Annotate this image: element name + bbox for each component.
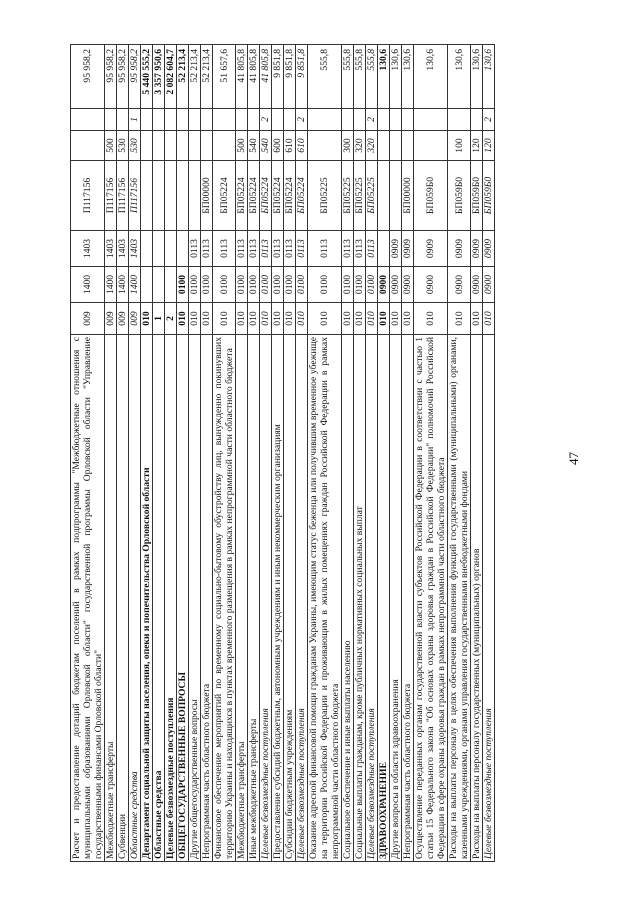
row-name: Предоставление субсидий бюджетным, автономным учреждениям и иным некоммерческим организациям xyxy=(272,335,284,862)
section-code: 0900 xyxy=(402,267,414,303)
source-code xyxy=(236,109,248,131)
grbs-code: 010 xyxy=(471,303,483,335)
subsection-code: 0113 xyxy=(260,231,272,267)
subsection-code: 0113 xyxy=(248,231,260,267)
source-code: 2 xyxy=(260,109,272,131)
target-article-code xyxy=(177,161,189,231)
grbs-code: 010 xyxy=(378,303,390,335)
table-row xyxy=(189,45,201,862)
row-name: Расходы на выплаты персоналу государственных (муниципальных) органов xyxy=(471,335,483,862)
expense-type-code: 540 xyxy=(260,131,272,161)
row-name: Расчет и предоставление дотаций бюджетам поселений в рамках подпрограммы "Межбюджетные отношения с муниципальными образованиями Орловской области" государственной программы Орловской области "Управление государственными финансами Орловской области" xyxy=(71,335,105,862)
expense-type-code: 320 xyxy=(366,131,378,161)
subsection-code: 0113 xyxy=(272,231,284,267)
expense-type-code: 500 xyxy=(236,131,248,161)
amount: 9 851,8 xyxy=(296,45,308,109)
page-number: 47 xyxy=(566,452,581,465)
grbs-code: 010 xyxy=(284,303,296,335)
expense-type-code xyxy=(378,131,390,161)
subsection-code: 1403 xyxy=(71,231,105,267)
amount: 41 805,8 xyxy=(236,45,248,109)
target-article-code xyxy=(189,161,201,231)
grbs-code: 009 xyxy=(129,303,141,335)
expense-type-code xyxy=(308,131,342,161)
amount: 555,8 xyxy=(354,45,366,109)
grbs-code: 010 xyxy=(272,303,284,335)
subsection-code: 0909 xyxy=(471,231,483,267)
section-code: 0900 xyxy=(471,267,483,303)
subsection-code xyxy=(141,231,153,267)
expense-type-code: 610 xyxy=(296,131,308,161)
grbs-code: 010 xyxy=(248,303,260,335)
row-name: Осуществление переданных органам государственной власти субъектов Российской Федерации в соответствии с частью 1 статьи 15 Федерального закона "Об основах охраны здоровья граждан в Российской Федерации" полномочий Российской Федерации в сфере охраны здоровья граждан в рамках непрограммной части областного бюджета xyxy=(414,335,448,862)
row-name: Расходы на выплаты персоналу в целях обеспечения выполнения функций государственными (муниципальными) органами, казенными учреждениями, органами управления государственными внебюджетными фондами xyxy=(448,335,471,862)
section-code: 0900 xyxy=(483,267,495,303)
target-article-code: БП059Б0 xyxy=(414,161,448,231)
source-code xyxy=(201,109,213,131)
table-row xyxy=(402,45,414,862)
section-code: 0100 xyxy=(189,267,201,303)
grbs-code: 010 xyxy=(213,303,236,335)
source-code xyxy=(448,109,471,131)
amount: 9 851,8 xyxy=(272,45,284,109)
row-name: Субсидии бюджетным учреждениям xyxy=(284,335,296,862)
section-code: 0100 xyxy=(296,267,308,303)
amount: 130,6 xyxy=(390,45,402,109)
section-code xyxy=(153,267,165,303)
expense-type-code xyxy=(141,131,153,161)
target-article-code: БП05225 xyxy=(354,161,366,231)
target-article-code: БП05224 xyxy=(272,161,284,231)
expense-type-code xyxy=(165,131,177,161)
table-row xyxy=(71,45,105,862)
row-name: Социальные выплаты гражданам, кроме публичных нормативных социальных выплат xyxy=(354,335,366,862)
section-code: 1400 xyxy=(129,267,141,303)
table-row xyxy=(105,45,117,862)
row-name: Целевые безвозмездные поступления xyxy=(366,335,378,862)
target-article-code: БП00000 xyxy=(402,161,414,231)
subsection-code xyxy=(378,231,390,267)
grbs-code: 009 xyxy=(105,303,117,335)
amount: 51 657,6 xyxy=(213,45,236,109)
section-code: 1400 xyxy=(117,267,129,303)
source-code xyxy=(105,109,117,131)
source-code: 2 xyxy=(366,109,378,131)
amount: 9 851,8 xyxy=(284,45,296,109)
target-article-code: БП05224 xyxy=(248,161,260,231)
subsection-code: 0113 xyxy=(236,231,248,267)
amount: 95 958,2 xyxy=(129,45,141,109)
table-row xyxy=(177,45,189,862)
expense-type-code: 530 xyxy=(117,131,129,161)
row-name: Целевые безвозмездные поступления xyxy=(483,335,495,862)
amount: 3 357 950,6 xyxy=(153,45,165,109)
expense-type-code: 610 xyxy=(284,131,296,161)
table-row xyxy=(213,45,236,862)
source-code xyxy=(153,109,165,131)
subsection-code: 0909 xyxy=(402,231,414,267)
table-row xyxy=(378,45,390,862)
subsection-code: 0113 xyxy=(296,231,308,267)
grbs-code: 010 xyxy=(141,303,153,335)
row-name: Департамент социальной защиты населения, опеки и попечительства Орловской области xyxy=(141,335,153,862)
row-name: Целевые безвозмездные поступления xyxy=(165,335,177,862)
expense-type-code xyxy=(177,131,189,161)
section-code: 0900 xyxy=(378,267,390,303)
table-row xyxy=(129,45,141,862)
section-code: 0100 xyxy=(284,267,296,303)
expense-type-code xyxy=(213,131,236,161)
target-article-code: П117156 xyxy=(129,161,141,231)
subsection-code xyxy=(165,231,177,267)
row-name: Областные средства xyxy=(129,335,141,862)
grbs-code: 010 xyxy=(308,303,342,335)
amount: 95 958,2 xyxy=(71,45,105,109)
subsection-code: 1403 xyxy=(129,231,141,267)
section-code: 0100 xyxy=(354,267,366,303)
section-code: 0900 xyxy=(448,267,471,303)
source-code xyxy=(141,109,153,131)
table-row xyxy=(236,45,248,862)
table-row xyxy=(117,45,129,862)
expense-type-code xyxy=(201,131,213,161)
expense-type-code: 120 xyxy=(483,131,495,161)
table-row xyxy=(471,45,483,862)
expense-type-code xyxy=(402,131,414,161)
target-article-code: БП00000 xyxy=(201,161,213,231)
amount: 52 213,4 xyxy=(201,45,213,109)
table-row xyxy=(272,45,284,862)
target-article-code: БП05224 xyxy=(213,161,236,231)
amount: 130,6 xyxy=(483,45,495,109)
target-article-code: П117156 xyxy=(105,161,117,231)
row-name: Иные межбюджетные трансферты xyxy=(248,335,260,862)
grbs-code: 009 xyxy=(117,303,129,335)
section-code: 0100 xyxy=(260,267,272,303)
expense-type-code: 100 xyxy=(448,131,471,161)
row-name: ЗДРАВООХРАНЕНИЕ xyxy=(378,335,390,862)
source-code xyxy=(402,109,414,131)
section-code: 0100 xyxy=(308,267,342,303)
source-code: 2 xyxy=(296,109,308,131)
section-code: 1400 xyxy=(105,267,117,303)
source-code xyxy=(284,109,296,131)
table-row xyxy=(248,45,260,862)
target-article-code xyxy=(165,161,177,231)
target-article-code: БП05225 xyxy=(366,161,378,231)
source-code xyxy=(471,109,483,131)
section-code: 0100 xyxy=(248,267,260,303)
amount: 130,6 xyxy=(448,45,471,109)
expense-type-code: 300 xyxy=(342,131,354,161)
row-name: Субвенции xyxy=(117,335,129,862)
section-code: 0100 xyxy=(366,267,378,303)
grbs-code: 010 xyxy=(296,303,308,335)
expense-type-code xyxy=(153,131,165,161)
row-name: Другие общегосударственные вопросы xyxy=(189,335,201,862)
amount: 52 213,4 xyxy=(189,45,201,109)
target-article-code: БП05225 xyxy=(342,161,354,231)
section-code: 0100 xyxy=(213,267,236,303)
target-article-code: БП05224 xyxy=(296,161,308,231)
section-code xyxy=(165,267,177,303)
source-code xyxy=(414,109,448,131)
amount: 41 805,8 xyxy=(248,45,260,109)
amount: 130,6 xyxy=(378,45,390,109)
table-row xyxy=(308,45,342,862)
table-row xyxy=(448,45,471,862)
subsection-code: 0113 xyxy=(342,231,354,267)
row-name: Финансовое обеспечение мероприятий по временному социально-бытовому обустройству лиц, вынужденно покинувших территорию Украины и находящихся в пунктах временного размещения в рамках непрограммной части областного бюджета xyxy=(213,335,236,862)
table-row xyxy=(414,45,448,862)
section-code: 1400 xyxy=(71,267,105,303)
row-name: Межбюджетные трансферты xyxy=(105,335,117,862)
amount: 41 805,8 xyxy=(260,45,272,109)
target-article-code xyxy=(153,161,165,231)
amount: 130,6 xyxy=(402,45,414,109)
amount: 555,8 xyxy=(342,45,354,109)
grbs-code: 010 xyxy=(177,303,189,335)
subsection-code: 0909 xyxy=(483,231,495,267)
source-code xyxy=(390,109,402,131)
subsection-code xyxy=(153,231,165,267)
grbs-code: 010 xyxy=(414,303,448,335)
target-article-code: БП059Б0 xyxy=(471,161,483,231)
expense-type-code: 530 xyxy=(129,131,141,161)
section-code: 0100 xyxy=(342,267,354,303)
grbs-code: 010 xyxy=(448,303,471,335)
target-article-code: БП059Б0 xyxy=(483,161,495,231)
table-row xyxy=(165,45,177,862)
grbs-code: 010 xyxy=(366,303,378,335)
row-name: ОБЩЕГОСУДАРСТВЕННЫЕ ВОПРОСЫ xyxy=(177,335,189,862)
table-row xyxy=(260,45,272,862)
row-name: Целевые безвозмездные поступления xyxy=(296,335,308,862)
target-article-code: БП059Б0 xyxy=(448,161,471,231)
grbs-code: 010 xyxy=(260,303,272,335)
row-name: Межбюджетные трансферты xyxy=(236,335,248,862)
target-article-code: БП05224 xyxy=(236,161,248,231)
row-name: Областные средства xyxy=(153,335,165,862)
expense-type-code: 540 xyxy=(248,131,260,161)
amount: 52 213,4 xyxy=(177,45,189,109)
source-code xyxy=(272,109,284,131)
expense-type-code xyxy=(189,131,201,161)
table-row xyxy=(153,45,165,862)
source-code xyxy=(308,109,342,131)
source-code xyxy=(165,109,177,131)
row-name: Социальное обеспечение и иные выплаты населению xyxy=(342,335,354,862)
target-article-code: БП05225 xyxy=(308,161,342,231)
table-row xyxy=(296,45,308,862)
table-row xyxy=(483,45,495,862)
section-code: 0100 xyxy=(236,267,248,303)
source-code xyxy=(354,109,366,131)
grbs-code: 010 xyxy=(402,303,414,335)
source-code xyxy=(117,109,129,131)
grbs-code: 010 xyxy=(189,303,201,335)
grbs-code: 010 xyxy=(201,303,213,335)
table-row xyxy=(366,45,378,862)
amount: 2 082 604,7 xyxy=(165,45,177,109)
source-code xyxy=(213,109,236,131)
expense-type-code xyxy=(71,131,105,161)
subsection-code: 1403 xyxy=(117,231,129,267)
amount: 95 958,2 xyxy=(105,45,117,109)
expense-type-code xyxy=(414,131,448,161)
subsection-code: 0113 xyxy=(201,231,213,267)
subsection-code: 0113 xyxy=(189,231,201,267)
section-code: 0100 xyxy=(177,267,189,303)
table-row xyxy=(390,45,402,862)
target-article-code xyxy=(390,161,402,231)
expense-type-code: 500 xyxy=(105,131,117,161)
row-name: Другие вопросы в области здравоохранения xyxy=(390,335,402,862)
expense-type-code xyxy=(390,131,402,161)
source-code xyxy=(189,109,201,131)
expense-type-code: 120 xyxy=(471,131,483,161)
source-code xyxy=(177,109,189,131)
subsection-code: 1403 xyxy=(105,231,117,267)
amount: 130,6 xyxy=(414,45,448,109)
table-row xyxy=(141,45,153,862)
row-name: Целевые безвозмездные поступления xyxy=(260,335,272,862)
source-code: 1 xyxy=(129,109,141,131)
row-name: Оказание адресной финансовой помощи гражданам Украины, имеющим статус беженца или получившим временное убежище на территории Российской Федерации и проживающим в жилых помещениях граждан Российской Федерации в рамках непрограммной части областного бюджета xyxy=(308,335,342,862)
subsection-code: 0113 xyxy=(366,231,378,267)
target-article-code xyxy=(141,161,153,231)
subsection-code: 0113 xyxy=(354,231,366,267)
section-code xyxy=(141,267,153,303)
amount: 555,8 xyxy=(366,45,378,109)
row-name: Непрограммная часть областного бюджета xyxy=(402,335,414,862)
source-code: 2 xyxy=(483,109,495,131)
grbs-code: 1 xyxy=(153,303,165,335)
section-code: 0100 xyxy=(201,267,213,303)
grbs-code: 010 xyxy=(483,303,495,335)
subsection-code: 0113 xyxy=(308,231,342,267)
section-code: 0100 xyxy=(272,267,284,303)
subsection-code: 0113 xyxy=(213,231,236,267)
section-code: 0900 xyxy=(390,267,402,303)
table-row xyxy=(201,45,213,862)
subsection-code: 0909 xyxy=(448,231,471,267)
expense-type-code: 320 xyxy=(354,131,366,161)
grbs-code: 010 xyxy=(354,303,366,335)
budget-table xyxy=(70,44,495,862)
expense-type-code: 600 xyxy=(272,131,284,161)
amount: 555,8 xyxy=(308,45,342,109)
amount: 95 958,2 xyxy=(117,45,129,109)
source-code xyxy=(71,109,105,131)
amount: 5 440 555,2 xyxy=(141,45,153,109)
table-row xyxy=(342,45,354,862)
target-article-code: П117156 xyxy=(117,161,129,231)
subsection-code xyxy=(177,231,189,267)
target-article-code: БП05224 xyxy=(284,161,296,231)
target-article-code xyxy=(378,161,390,231)
amount: 130,6 xyxy=(471,45,483,109)
source-code xyxy=(378,109,390,131)
subsection-code: 0909 xyxy=(414,231,448,267)
target-article-code: П117156 xyxy=(71,161,105,231)
section-code: 0900 xyxy=(414,267,448,303)
target-article-code: БП05224 xyxy=(260,161,272,231)
grbs-code: 010 xyxy=(342,303,354,335)
grbs-code: 010 xyxy=(390,303,402,335)
row-name: Непрограммная часть областного бюджета xyxy=(201,335,213,862)
grbs-code: 2 xyxy=(165,303,177,335)
subsection-code: 0909 xyxy=(390,231,402,267)
table-row xyxy=(284,45,296,862)
grbs-code: 010 xyxy=(236,303,248,335)
source-code xyxy=(342,109,354,131)
table-row xyxy=(354,45,366,862)
grbs-code: 009 xyxy=(71,303,105,335)
subsection-code: 0113 xyxy=(284,231,296,267)
source-code xyxy=(248,109,260,131)
